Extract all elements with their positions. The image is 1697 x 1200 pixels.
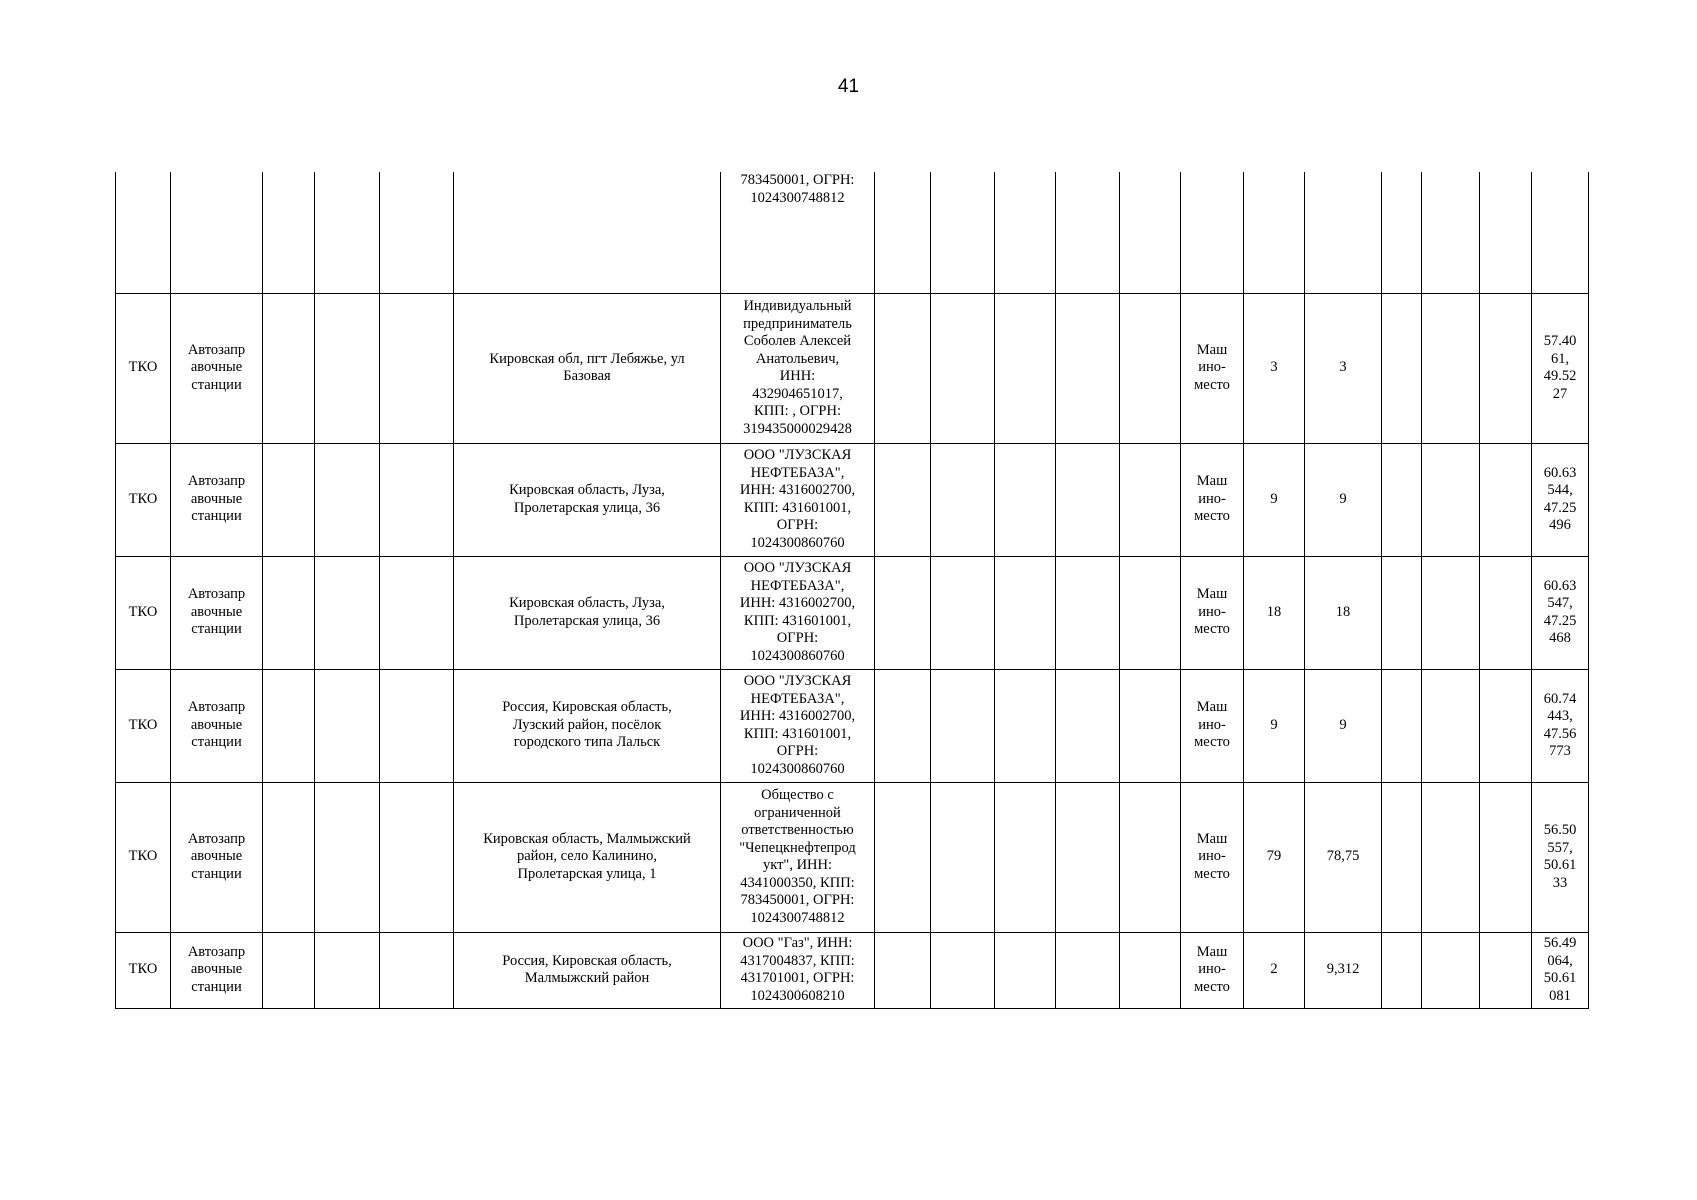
cell-coords: 60.74 443, 47.56 773 xyxy=(1532,669,1589,782)
cell-category: Автозапр авочные станции xyxy=(171,932,263,1008)
cell-value: 78,75 xyxy=(1305,782,1382,932)
table-row-continuation xyxy=(116,172,1589,293)
cell-owner: ООО "ЛУЗСКАЯ НЕФТЕБАЗА", ИНН: 4316002700, КПП: 431601001, ОГРН: 1024300860760 xyxy=(721,669,875,782)
cell-coords: 56.50 557, 50.61 33 xyxy=(1532,782,1589,932)
cell-unit: Маш ино- место xyxy=(1181,782,1244,932)
cell-type: ТКО xyxy=(116,932,171,1008)
cell-value: 9 xyxy=(1305,669,1382,782)
cell-value: 18 xyxy=(1305,556,1382,669)
cell-owner: Общество с ограниченной ответственностью "Чепецкнефтепрод укт", ИНН: 4341000350, КПП: 783450001, ОГРН: 1024300748812 xyxy=(721,782,875,932)
table-row xyxy=(116,556,1589,669)
cell-unit: Маш ино- место xyxy=(1181,293,1244,443)
cell-address: Кировская область, Луза, Пролетарская улица, 36 xyxy=(454,556,721,669)
cell-count: 2 xyxy=(1244,932,1305,1008)
cell-value xyxy=(1305,172,1382,293)
cell-owner: 783450001, ОГРН: 1024300748812 xyxy=(721,172,875,293)
cell-unit: Маш ино- место xyxy=(1181,932,1244,1008)
cell-address: Кировская область, Малмыжский район, село Калинино, Пролетарская улица, 1 xyxy=(454,782,721,932)
cell-category: Автозапр авочные станции xyxy=(171,782,263,932)
cell-category xyxy=(171,172,263,293)
table-row xyxy=(116,443,1589,556)
cell-address xyxy=(454,172,721,293)
cell-value: 9 xyxy=(1305,443,1382,556)
cell-count: 3 xyxy=(1244,293,1305,443)
cell-count xyxy=(1244,172,1305,293)
table-row xyxy=(116,782,1589,932)
cell-type xyxy=(116,172,171,293)
page-number: 41 xyxy=(837,76,860,97)
cell-address: Кировская обл, пгт Лебяжье, ул Базовая xyxy=(454,293,721,443)
cell-unit: Маш ино- место xyxy=(1181,556,1244,669)
table-row xyxy=(116,932,1589,1008)
cell-count: 79 xyxy=(1244,782,1305,932)
cell-category: Автозапр авочные станции xyxy=(171,669,263,782)
cell-coords xyxy=(1532,172,1589,293)
cell-coords: 60.63 544, 47.25 496 xyxy=(1532,443,1589,556)
cell-count: 9 xyxy=(1244,669,1305,782)
registry-table xyxy=(115,172,1589,1009)
cell-count: 9 xyxy=(1244,443,1305,556)
cell-owner: ООО "ЛУЗСКАЯ НЕФТЕБАЗА", ИНН: 4316002700, КПП: 431601001, ОГРН: 1024300860760 xyxy=(721,556,875,669)
cell-address: Россия, Кировская область, Лузский район, посёлок городского типа Лальск xyxy=(454,669,721,782)
cell-owner: ООО "Газ", ИНН: 4317004837, КПП: 431701001, ОГРН: 1024300608210 xyxy=(721,932,875,1008)
cell-type: ТКО xyxy=(116,443,171,556)
cell-type: ТКО xyxy=(116,556,171,669)
cell-address: Кировская область, Луза, Пролетарская улица, 36 xyxy=(454,443,721,556)
cell-count: 18 xyxy=(1244,556,1305,669)
cell-unit: Маш ино- место xyxy=(1181,443,1244,556)
cell-owner: Индивидуальный предприниматель Соболев Алексей Анатольевич, ИНН: 432904651017, КПП: , ОГРН: 319435000029428 xyxy=(721,293,875,443)
cell-type: ТКО xyxy=(116,782,171,932)
cell-category: Автозапр авочные станции xyxy=(171,443,263,556)
cell-coords: 60.63 547, 47.25 468 xyxy=(1532,556,1589,669)
table-row xyxy=(116,293,1589,443)
table-row xyxy=(116,669,1589,782)
cell-unit xyxy=(1181,172,1244,293)
cell-type: ТКО xyxy=(116,669,171,782)
cell-category: Автозапр авочные станции xyxy=(171,556,263,669)
cell-coords: 56.49 064, 50.61 081 xyxy=(1532,932,1589,1008)
cell-coords: 57.40 61, 49.52 27 xyxy=(1532,293,1589,443)
cell-address: Россия, Кировская область, Малмыжский район xyxy=(454,932,721,1008)
cell-value: 9,312 xyxy=(1305,932,1382,1008)
cell-category: Автозапр авочные станции xyxy=(171,293,263,443)
cell-owner: ООО "ЛУЗСКАЯ НЕФТЕБАЗА", ИНН: 4316002700, КПП: 431601001, ОГРН: 1024300860760 xyxy=(721,443,875,556)
cell-unit: Маш ино- место xyxy=(1181,669,1244,782)
cell-type: ТКО xyxy=(116,293,171,443)
cell-value: 3 xyxy=(1305,293,1382,443)
